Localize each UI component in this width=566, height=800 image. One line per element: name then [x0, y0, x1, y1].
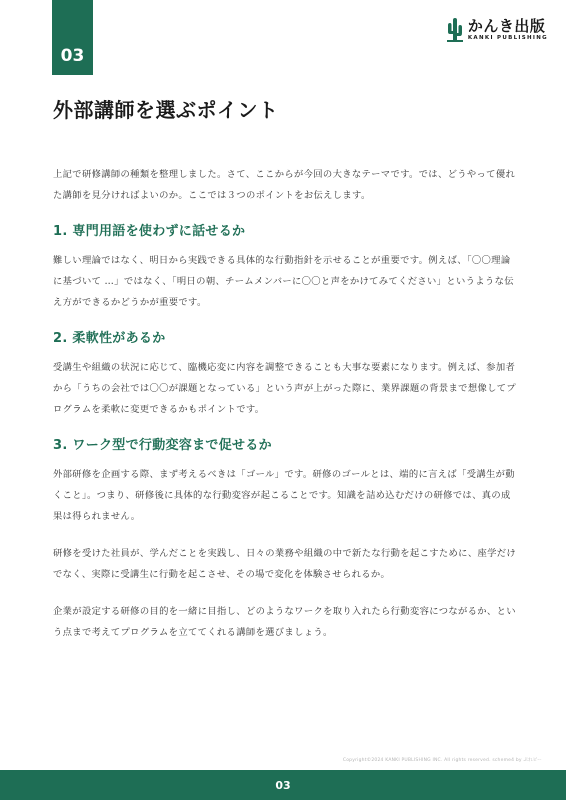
cactus-logo-icon — [445, 17, 465, 43]
section-1-paragraph: 難しい理論ではなく、明日から実践できる具体的な行動指針を示せることが重要です。例えば、「〇〇理論に基づいて …」ではなく、「明日の朝、チームメンバーに〇〇と声をかけてみてください」というような伝え方ができるかどうかが重要です。 — [53, 255, 514, 308]
footer-bar — [0, 770, 566, 800]
copyright-notice: Copyright©2024 KANKI PUBLISHING INC. All rights reserved. scheme4 by ぷれピー — [342, 758, 542, 763]
publisher-logo — [445, 17, 548, 43]
logo-main-text: かんき出版 — [467, 17, 546, 35]
section-heading-1: 1. 専門用語を使わずに話せるか — [53, 224, 246, 239]
chapter-number-tab — [52, 0, 93, 75]
section-2-paragraph: 受講生や組織の状況に応じて、臨機応変に内容を調整できることも大事な要素になります。例えば、参加者から「うちの会社では〇〇が課題となっている」という声が上がった際に、業界課題の背景まで想像してプログラムを柔軟に変更できるかもポイントです。 — [53, 362, 517, 415]
section-3-paragraph-1: 外部研修を企画する際、まず考えるべきは「ゴール」です。研修のゴールとは、端的に言えば「受講生が動くこと」。つまり、研修後に具体的な行動変容が起こることです。知識を詰め込むだけの研修では、真の成果は得られません。 — [53, 469, 515, 522]
section-heading-2: 2. 柔軟性があるか — [53, 331, 166, 346]
article-body — [53, 164, 518, 643]
section-3-paragraph-3: 企業が設定する研修の目的を一緒に目指し、どのようなワークを取り入れたら行動変容につながるか、という点まで考えてプログラムを立ててくれる講師を選びましょう。 — [53, 606, 516, 638]
page-title: 外部講師を選ぶポイント — [53, 98, 279, 122]
intro-paragraph: 上記で研修講師の種類を整理しました。さて、ここからが今回の大きなテーマです。では、どうやって優れた講師を見分ければよいのか。ここでは３つのポイントをお伝えします。 — [53, 169, 516, 201]
section-3-paragraph-2: 研修を受けた社員が、学んだことを実践し、日々の業務や組織の中で新たな行動を起こすために、座学だけでなく、実際に受講生に行動を起こさせ、その場で変化を体験させられるか。 — [53, 548, 517, 580]
page-number: 03 — [275, 778, 291, 792]
section-heading-3: 3. ワーク型で行動変容まで促せるか — [53, 438, 272, 453]
logo-sub-text: KANKI PUBLISHING — [467, 35, 548, 41]
chapter-number: 03 — [60, 46, 85, 66]
